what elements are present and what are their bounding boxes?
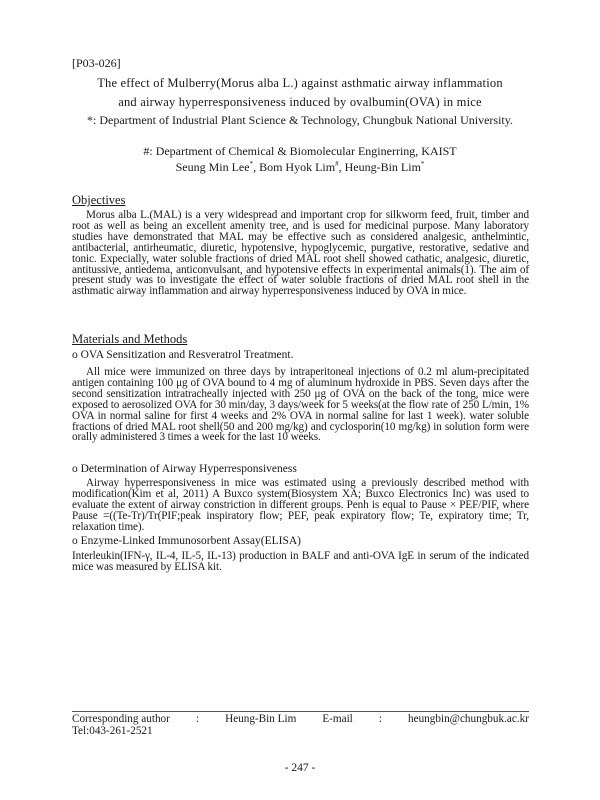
- affiliation-1: *: Department of Industrial Plant Science & Technology, Chungbuk National University.: [87, 113, 513, 127]
- footer-colon: :: [195, 713, 200, 725]
- abstract-code: [P03-026]: [72, 56, 121, 70]
- footer-contact-row: [72, 713, 529, 725]
- footer-email: heungbin@chungbuk.ac.kr: [408, 713, 529, 725]
- section-airway-text: Airway hyperresponsiveness in mice was estimated using a previously described method with modification(Kim et al, 2011) A Buxco system(Biosystem XA; Buxco Electronics Inc) was used to evaluate the extent of airway constriction in different groups. Penh is equal to Pause × PEF/PIF, where Pause =((Te-Tr)/Tr(PIF;peak inspiratory flow; PEF, peak expiratory flow; Te, expiratory time; Tr, relaxation time).: [72, 477, 529, 533]
- author-separator: ,: [338, 160, 345, 174]
- author-separator: ,: [253, 160, 260, 174]
- author-1-mark: *: [249, 160, 254, 168]
- section-elisa-text: Interleukin(IFN-γ, IL-4, IL-5, IL-13) production in BALF and anti-OVA IgE in serum of the indicated mice was measured by ELISA kit.: [72, 550, 529, 573]
- affiliation-2: #: Department of Chemical & Biomolecular Enginerring, KAIST: [143, 144, 457, 158]
- footer-colon: :: [378, 713, 382, 725]
- paper-title: [60, 74, 540, 112]
- footer-email-label: E-mail: [322, 713, 353, 725]
- author-1: Seung Min Lee: [175, 160, 250, 174]
- title-line-1: The effect of Mulberry(Morus alba L.) against asthmatic airway inflammation: [97, 76, 503, 90]
- footer-label: Corresponding author: [72, 713, 170, 725]
- author-3: Heung-Bin Lim: [344, 160, 421, 174]
- section-ova-sensitization-text: All mice were immunized on three days by intraperitoneal injections of 0.2 ml alum-precipitated antigen containing 100 μg of OVA bound to 4 mg of aluminum hydroxide in PBS. Seven days after the second sensitization intratracheally injected with 250 μg of OVA on the back of the tong, mice were exposed to aerosolized OVA for 30 min/day, 3 days/week for 5 weeks(at the flow rate of 250 L/min, 1% OVA in normal saline for first 4 weeks and 2% OVA in normal saline for last 1 week). water soluble fractions of dried MAL root shell(50 and 200 mg/kg) and cyclosporin(10 mg/kg) in solution form were orally administered 3 times a week for the last 10 weeks.: [72, 366, 529, 444]
- author-3-mark: *: [420, 160, 425, 168]
- page-number: - 247 -: [284, 762, 316, 774]
- author-2: Bom Hyok Lim: [259, 160, 336, 174]
- author-list: [60, 160, 540, 175]
- author-2-mark: #: [335, 160, 339, 168]
- section-airway-title: o Determination of Airway Hyperresponsiveness: [72, 463, 297, 475]
- section-ova-sensitization-title: o OVA Sensitization and Resveratrol Treatment.: [72, 349, 294, 361]
- objectives-heading: Objectives: [72, 193, 126, 207]
- corresponding-author-footer: [72, 711, 529, 737]
- title-line-2: and airway hyperresponsiveness induced by ovalbumin(OVA) in mice: [118, 95, 482, 109]
- section-elisa-title: o Enzyme-Linked Immunosorbent Assay(ELISA): [72, 535, 301, 547]
- methods-heading: Materials and Methods: [72, 332, 188, 346]
- footer-tel: Tel:043-261-2521: [72, 725, 153, 737]
- objectives-text: Morus alba L.(MAL) is a very widespread and important crop for silkworm feed, fruit, timber and root as well as being an excellent amenity tree, and is used for medicinal purpose. Many laboratory studies have demonstrated that MAL may be effective such as considered analgesic, anthelmintic, antibacterial, antirheumatic, diuretic, hypotensive, hypoglycemic, purgative, restorative, sedative and tonic. Expecially, water soluble fractions of dried MAL root shell showed cathatic, analgesic, diuretic, antitussive, antiedema, anticonvulsant, and hypotensive effects in experimental animals(1). The aim of present study was to investigate the effect of water soluble fractions of dried MAL root shell in the asthmatic airway inflammation and airway hyperresponsiveness induced by OVA in mice.: [72, 209, 529, 298]
- footer-name: Heung-Bin Lim: [225, 713, 297, 725]
